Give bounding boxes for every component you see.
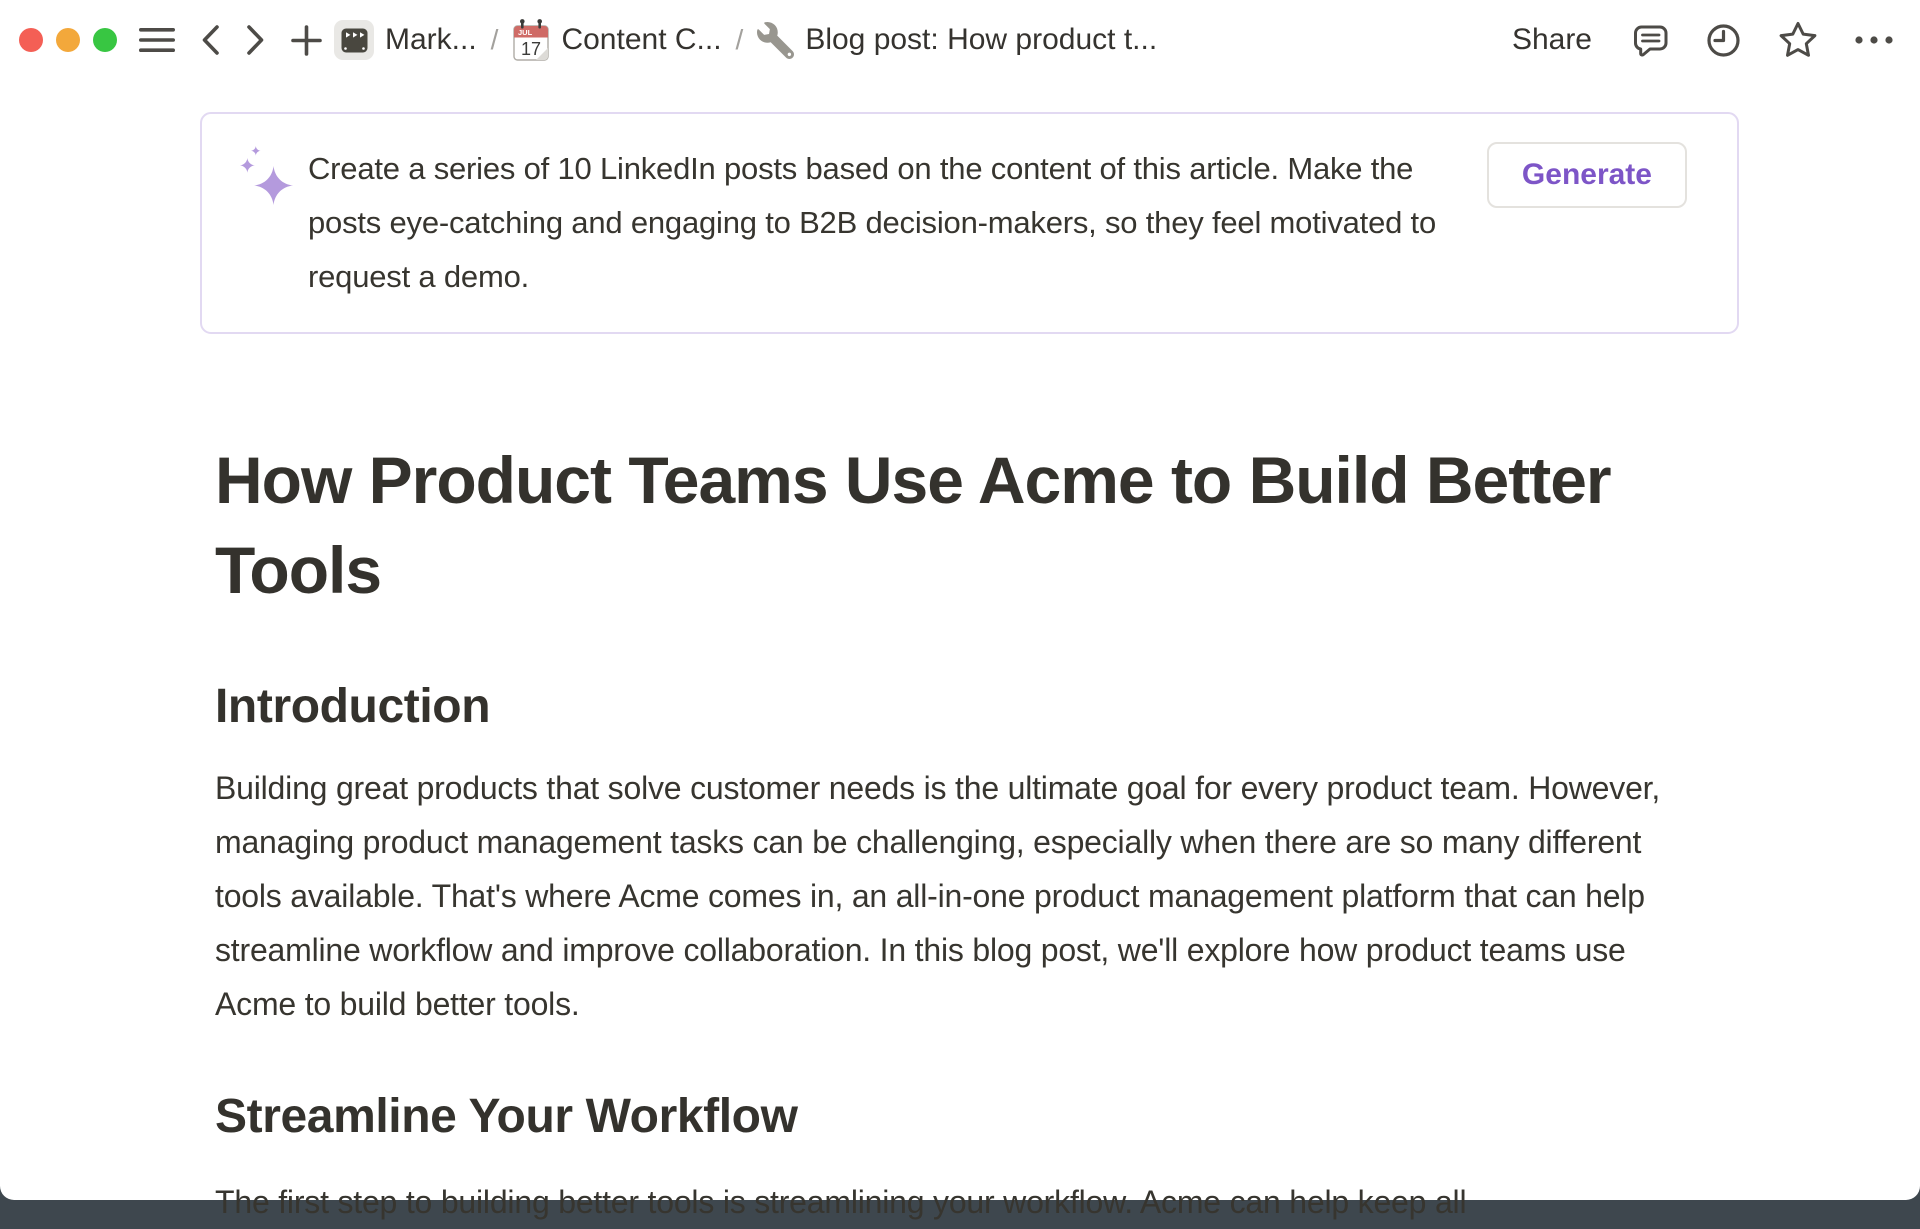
history-clock-icon[interactable]: [1705, 22, 1742, 59]
section-paragraph[interactable]: The first step to building better tools is streamlining your workflow. Acme can help keep all: [215, 1184, 1467, 1220]
breadcrumb: [334, 18, 1157, 62]
back-icon[interactable]: [201, 24, 220, 56]
new-page-icon[interactable]: [291, 25, 322, 56]
forward-icon[interactable]: [246, 24, 265, 56]
breadcrumb-item-blog-post[interactable]: [757, 22, 1157, 59]
calendar-month-label: JUL: [518, 28, 533, 37]
toolbar: [0, 0, 1920, 80]
generate-button[interactable]: Generate: [1487, 142, 1687, 208]
calendar-icon: [512, 18, 550, 62]
ai-prompt-text[interactable]: Create a series of 10 LinkedIn posts based on the content of this article. Make the posts eye-catching and engaging to B2B decision-makers, so they feel motivated to request a demo.: [308, 151, 1437, 294]
more-options-icon[interactable]: [1854, 35, 1894, 45]
minimize-window-button[interactable]: [56, 28, 80, 52]
breadcrumb-item-content-calendar[interactable]: [512, 18, 721, 62]
window-controls: [19, 28, 117, 52]
zoom-window-button[interactable]: [93, 28, 117, 52]
calendar-day-label: 17: [521, 39, 542, 59]
ai-sparkle-icon: [240, 146, 290, 206]
page-title[interactable]: How Product Teams Use Acme to Build Better Tools: [215, 443, 1611, 607]
breadcrumb-label: Content C...: [561, 23, 722, 56]
document-body: [215, 435, 1705, 1229]
breadcrumb-item-teamspace[interactable]: [334, 20, 477, 60]
comments-icon[interactable]: [1632, 22, 1669, 59]
wrench-icon: [757, 22, 794, 59]
clapper-board-icon: [334, 20, 374, 60]
ai-prompt-banner: [200, 112, 1739, 334]
breadcrumb-label: Mark...: [385, 23, 477, 56]
sidebar-menu-icon[interactable]: [139, 27, 175, 53]
breadcrumb-label: Blog post: How product t...: [805, 23, 1158, 56]
section-heading-streamline-your-workflow[interactable]: Streamline Your Workflow: [215, 1090, 798, 1143]
share-button[interactable]: Share: [1511, 23, 1592, 56]
section-paragraph[interactable]: Building great products that solve customer needs is the ultimate goal for every product team. However, managing product management tasks can be challenging, especially when there are so many different tools available. That's where Acme comes in, an all-in-one product management platform that can help streamline workflow and improve collaboration. In this blog post, we'll explore how product teams use Acme to build better tools.: [215, 770, 1661, 1022]
breadcrumb-separator: /: [735, 24, 744, 55]
favorite-star-icon[interactable]: [1778, 21, 1818, 59]
breadcrumb-separator: /: [490, 24, 499, 55]
section-heading-introduction[interactable]: Introduction: [215, 680, 491, 733]
close-window-button[interactable]: [19, 28, 43, 52]
